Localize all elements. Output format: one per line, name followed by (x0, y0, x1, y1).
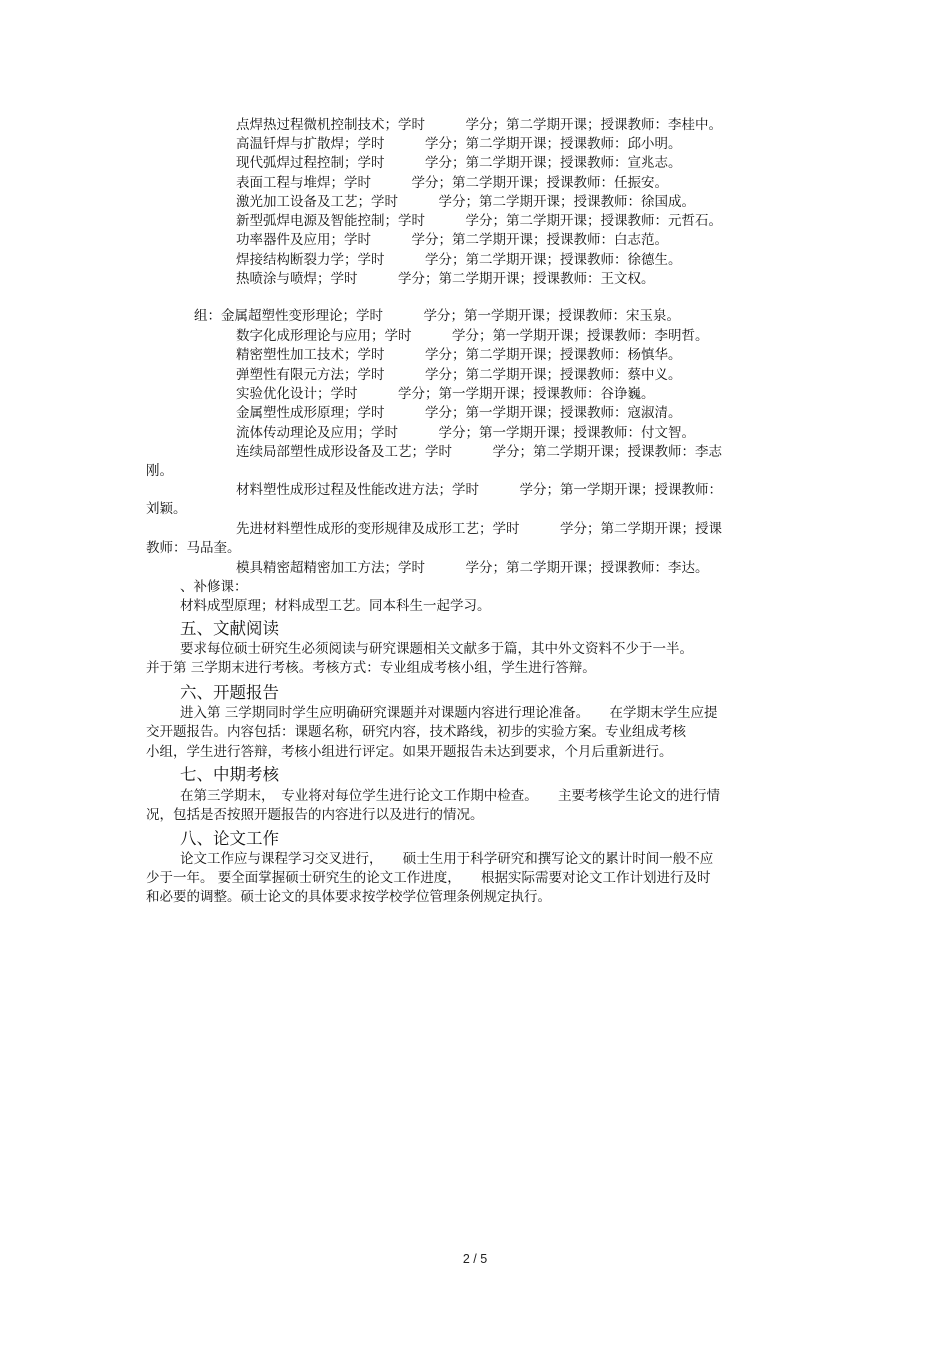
course-line: 热喷涂与喷焊；学时 学分；第二学期开课；授课教师：王文权。 (236, 271, 655, 287)
paragraph-line: 况，包括是否按照开题报告的内容进行以及进行的情况。 (146, 807, 484, 823)
course-line: 模具精密超精密加工方法；学时 学分；第二学期开课；授课教师：李达。 (236, 560, 709, 576)
section-heading-thesis: 八、论文工作 (180, 829, 279, 848)
paragraph-line: 要求每位硕士研究生必须阅读与研究课题相关文献多于篇，其中外文资料不少于一半。 (180, 641, 693, 657)
supplementary-text: 材料成型原理；材料成型工艺。同本科生一起学习。 (180, 598, 491, 614)
paragraph-line: 交开题报告。内容包括：课题名称，研究内容，技术路线，初步的实验方案。专业组成考核 (146, 724, 686, 740)
course-line: 表面工程与堆焊；学时 学分；第二学期开课；授课教师：任振安。 (236, 175, 668, 191)
course-line: 弹塑性有限元方法；学时 学分；第二学期开课；授课教师：蔡中义。 (236, 367, 682, 383)
paragraph-line: 并于第 三学期末进行考核。考核方式：专业组成考核小组，学生进行答辩。 (146, 660, 596, 676)
course-line: 材料塑性成形过程及性能改进方法；学时 学分；第一学期开课；授课教师： (236, 482, 722, 498)
course-line: 连续局部塑性成形设备及工艺；学时 学分；第二学期开课；授课教师：李志 (236, 444, 722, 460)
course-line: 实验优化设计；学时 学分；第一学期开课；授课教师：谷诤巍。 (236, 386, 655, 402)
paragraph-line: 小组，学生进行答辩，考核小组进行评定。如果开题报告未达到要求，个月后重新进行。 (146, 744, 673, 760)
course-line: 现代弧焊过程控制；学时 学分；第二学期开课；授课教师：宣兆志。 (236, 155, 682, 171)
course-line: 流体传动理论及应用；学时 学分；第一学期开课；授课教师：付文智。 (236, 425, 695, 441)
course-line: 高温钎焊与扩散焊；学时 学分；第二学期开课；授课教师：邱小明。 (236, 136, 682, 152)
course-line: 焊接结构断裂力学；学时 学分；第二学期开课；授课教师：徐德生。 (236, 252, 682, 268)
section-heading-midterm: 七、中期考核 (180, 765, 279, 784)
course-line: 激光加工设备及工艺；学时 学分；第二学期开课；授课教师：徐国成。 (236, 194, 695, 210)
course-line: 先进材料塑性成形的变形规律及成形工艺；学时 学分；第二学期开课；授课 (236, 521, 722, 537)
page-number: 2 / 5 (462, 1252, 488, 1266)
supplementary-heading: 、补修课： (180, 579, 248, 595)
course-line-wrap: 刘颖。 (146, 501, 187, 517)
course-line-wrap: 教师：马品奎。 (146, 540, 241, 556)
section-heading-proposal: 六、开题报告 (180, 683, 279, 702)
paragraph-line: 论文工作应与课程学习交叉进行， 硕士生用于科学研究和撰写论文的累计时间一般不应 (180, 851, 714, 867)
paragraph-line: 少于一年。 要全面掌握硕士研究生的论文工作进度， 根据实际需要对论文工作计划进行及时 (146, 870, 711, 886)
course-line: 数字化成形理论与应用；学时 学分；第一学期开课；授课教师：李明哲。 (236, 328, 709, 344)
course-line: 精密塑性加工技术；学时 学分；第二学期开课；授课教师：杨慎华。 (236, 347, 682, 363)
paragraph-line: 进入第 三学期同时学生应明确研究课题并对课题内容进行理论准备。 在学期末学生应提 (180, 705, 718, 721)
course-line: 新型弧焊电源及智能控制；学时 学分；第二学期开课；授课教师：元哲石。 (236, 213, 722, 229)
paragraph-line: 和必要的调整。硕士论文的具体要求按学校学位管理条例规定执行。 (146, 889, 551, 905)
section-heading-literature: 五、文献阅读 (180, 619, 279, 638)
course-line-wrap: 刚。 (146, 463, 173, 479)
paragraph-line: 在第三学期末， 专业将对每位学生进行论文工作期中检查。 主要考核学生论文的进行情 (180, 788, 720, 804)
group-course-line: 组：金属超塑性变形理论；学时 学分；第一学期开课；授课教师：宋玉泉。 (194, 308, 680, 324)
course-line: 金属塑性成形原理；学时 学分；第一学期开课；授课教师：寇淑清。 (236, 405, 682, 421)
course-line: 点焊热过程微机控制技术；学时 学分；第二学期开课；授课教师：李桂中。 (236, 117, 722, 133)
course-line: 功率器件及应用；学时 学分；第二学期开课；授课教师：白志范。 (236, 232, 668, 248)
